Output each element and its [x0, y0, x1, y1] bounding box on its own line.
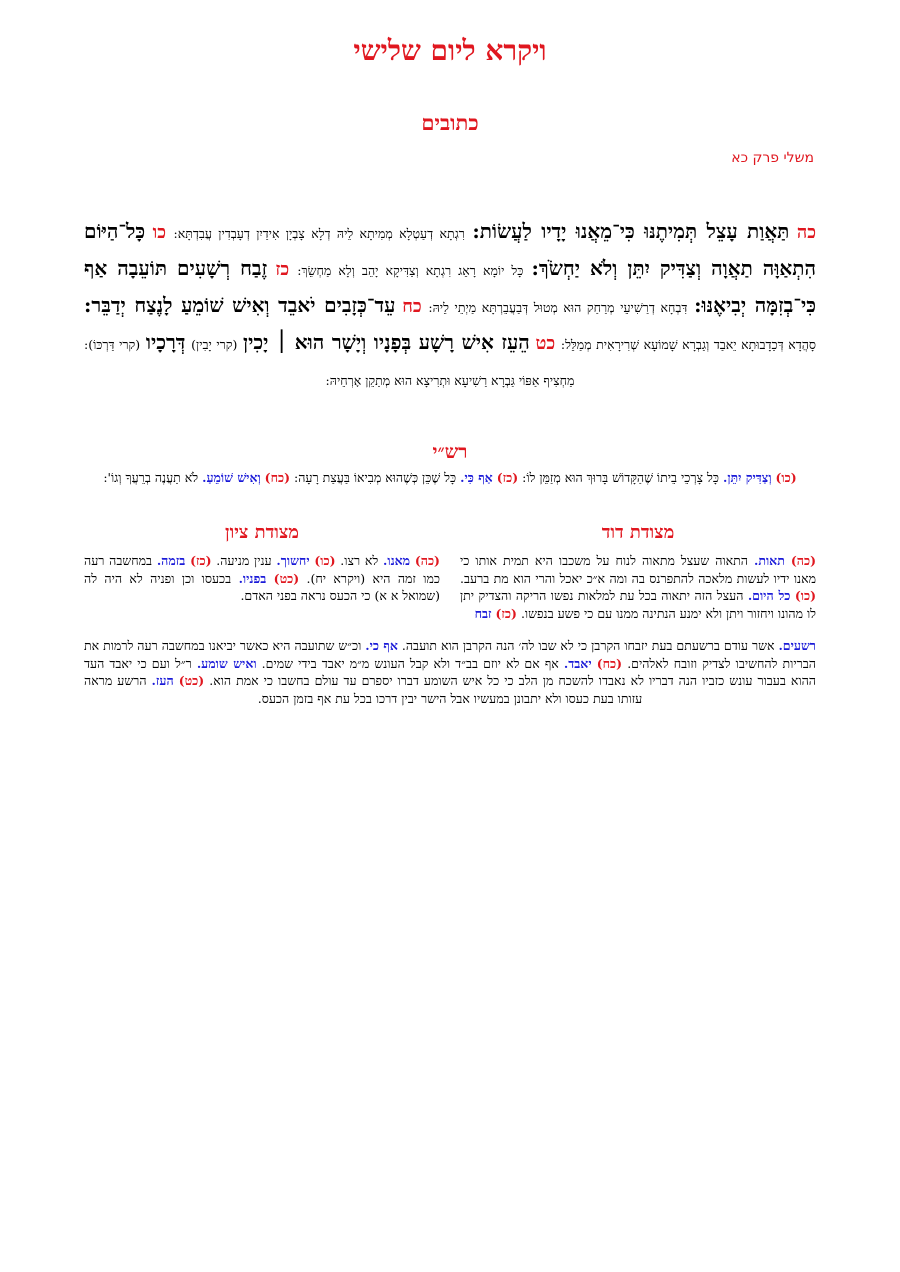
- metzudat-dovid-continuation: [84, 637, 816, 707]
- metzudat-tzion-column: [84, 552, 440, 605]
- comment-heading: ואיש שומע.: [196, 655, 257, 671]
- metzudat-dovid-heading: מצודת דוד: [601, 522, 675, 543]
- comment-number: (כז): [190, 553, 212, 568]
- comment-heading: זבח: [474, 605, 492, 621]
- comment-heading: אף כי.: [365, 638, 398, 653]
- comment-number: (כה): [414, 553, 440, 568]
- comment-heading: יאבד.: [563, 655, 592, 671]
- comment-heading: אַף כִּי.: [460, 470, 493, 485]
- comment-text: וכ״ש שתועבה היא כאשר יביאנו במחשבה רעה לרמות את הבריות להחשיבו לצדיק וזובח לאלהים.: [84, 638, 816, 671]
- comment-number: (כט): [273, 570, 300, 586]
- verse-hebrew: עֵד־כְּזָבִים יֹאבֵד וְאִישׁ שׁוֹמֵעַ לָנֶצַח יְדַבֵּר:: [84, 293, 396, 317]
- comment-text: אשר עודם ברשעתם בעת יזבחו הקרבן כי לא שבו לה׳ הנה הקרבן הוא תועבה.: [401, 638, 775, 653]
- verse-number: כח: [402, 296, 422, 317]
- verse-number: כז: [275, 259, 290, 280]
- comment-heading: רשעים.: [778, 638, 816, 653]
- comment-number: (כח): [264, 470, 291, 485]
- comment-heading: וְצַדִּיק יִתֵּן.: [723, 470, 772, 485]
- metzudat-tzion-heading: מצודת ציון: [225, 522, 299, 543]
- qere-note: (קרי יָבִין): [191, 337, 238, 352]
- verse-targum: דִּבְחָא דְרַשִׁיעֵי מְרַחַק הוּא מְטוּל דְּבַעֲבֵרְתָּא מַיְתֵי לֵיהּ:: [428, 300, 688, 315]
- verse-hebrew: זֶבַח רְשָׁעִים תּוֹעֵבָה אַף כִּי־בְזִמָּה יְבִיאֶנּוּ:: [84, 256, 816, 317]
- comment-heading: וְאִישׁ שׁוֹמֵעַ.: [202, 470, 261, 485]
- comment-number: (כט): [178, 673, 205, 688]
- rashi-heading: רש״י: [432, 441, 468, 463]
- verse: [84, 330, 575, 389]
- comment-number: (כו): [775, 470, 797, 485]
- verse-targum: מַחְצִיף אַפּוֹי גַּבְרָא רַשִׁיעָא וּתְרִיצָא הוּא מְתַקֵן אָרְחֵיהּ:: [325, 373, 575, 388]
- comment-number: (כו): [314, 553, 336, 568]
- verse-number: כה: [796, 222, 817, 243]
- comment-heading: העז.: [151, 673, 174, 688]
- verse-number: כו: [152, 222, 167, 243]
- comment-heading: בזמה.: [156, 553, 186, 568]
- comment-number: (כה): [790, 553, 816, 568]
- verses-block: [84, 214, 816, 398]
- verse-hebrew: כָּל־הַיּוֹם הִתְאַוָּה תַאֲוָה וְצַדִּיק יִתֵּן וְלֹא יַחְשֹׂךְ:: [84, 219, 816, 280]
- comment-heading: תאות.: [754, 553, 785, 568]
- comment-number: (כו): [794, 588, 816, 603]
- verse-hebrew: תַּאֲוַת עָצֵל תְּמִיתֶנּוּ כִּי־מֵאֲנוּ יָדָיו לַעֲשׂוֹת:: [472, 219, 790, 243]
- comment-text: כָּל צָרְכֵי בֵיתוֹ שֶׁהַקָּדוֹשׁ בָּרוּךְ הוּא מְזַמֵּן לוֹ:: [522, 470, 720, 485]
- comment-text: התאוה שעצל מתאוה לנוח על משכבו היא תמית אותו כי מאנו ידיו לעשות מלאכה להתפרנס בה ומה א״כ יאכל והרי הוא מת ברעב.: [460, 553, 816, 586]
- comment-text: ענין מניעה.: [216, 553, 272, 568]
- comment-text: ר״ל ועם כי יאבד העד ההוא בעבור עונש כזביו הנה דבריו לא נאבדו להשכח מן הלב כי כל איש השומע דברו יספרם עד עולם בחשבו כי אמת הוא.: [84, 655, 817, 688]
- rashi-commentary: [84, 466, 816, 489]
- verse-targum: כָּל יוֹמָא רָאֵג רִגְתָא וְצַדִּיקָא יָהֵב וְלָא מַחְשֵׂךְ:: [297, 263, 524, 278]
- comment-text: בכעסו וכן ופניה לא היה לה (שמואל א א) כי הכעס נראה בפני האדם.: [84, 570, 440, 603]
- comment-number: (כז): [496, 470, 519, 485]
- comment-text: הרשע מראה עזותו בעת כעסו ולא יתבונן במעשיו אבל הישר יבין דרכו בכל עת אף בזמן הכעס.: [84, 673, 643, 706]
- verse-targum: סָהֲדָא דְּכַדָבוּתָא יֵאבַד וְגַבְרָא שָׁמוֹעָא שְׁרִירָאִית מְמַלֵּל:: [560, 337, 817, 352]
- chapter-label: משלי פרק כא: [731, 150, 814, 166]
- verse: [166, 219, 817, 243]
- comment-text: במחשבה רעה כמו זמה היא (ויקרא יח).: [84, 553, 440, 586]
- comment-number: (כח): [596, 655, 623, 671]
- comment-heading: כל היום.: [747, 588, 791, 603]
- page-title: ויקרא ליום שלישי: [353, 34, 547, 67]
- comment-number: (כז): [495, 605, 517, 621]
- comment-heading: מאנו.: [383, 553, 411, 568]
- qere-note: (קרי דַּרְכּוֹ):: [84, 337, 141, 352]
- comment-text: לֹא תַעֲנֶה בְרֵעֲךָ וְגוֹ':: [103, 470, 199, 485]
- comment-heading: בפניו.: [238, 570, 267, 586]
- metzudat-dovid-column: [460, 552, 816, 622]
- comment-heading: יחשוך.: [276, 553, 310, 568]
- comment-text: לא רצו.: [340, 553, 379, 568]
- comment-text: כָּל שֶׁכֵּן כְּשֶׁהוּא מְבִיאוֹ בַּעֲצַת רָעָה:: [294, 470, 457, 485]
- verse-targum: רִגְתָא דְעַטְלָא מְמִיתָא לֵיהּ דְלָא צָבְיָן אִידַיִן דְעָבְדִין עֲבִדְתָּא:: [173, 226, 465, 241]
- comment-text: אף אם לא יוזם בב״ד ולא קבל העונש מ״מ יאבד בידי שמים.: [261, 655, 559, 671]
- verse-hebrew: הֵעֵז אִישׁ רָשָׁע בְּפָנָיו וְיָשָׁר הוּא ׀ יָכִין: [243, 330, 530, 354]
- section-title: כתובים: [421, 110, 479, 135]
- verse-hebrew-continued: דְּרָכָיו: [145, 330, 186, 354]
- verse-number: כט: [535, 333, 556, 354]
- comment-text: העצל הזה יתאוה בכל עת למלאות נפשו הריקה והצדיק יתן לו מהונו ויחזור ויתן ולא ימנע הנתינה ממנו עם כי פשע בנפשו.: [460, 588, 816, 621]
